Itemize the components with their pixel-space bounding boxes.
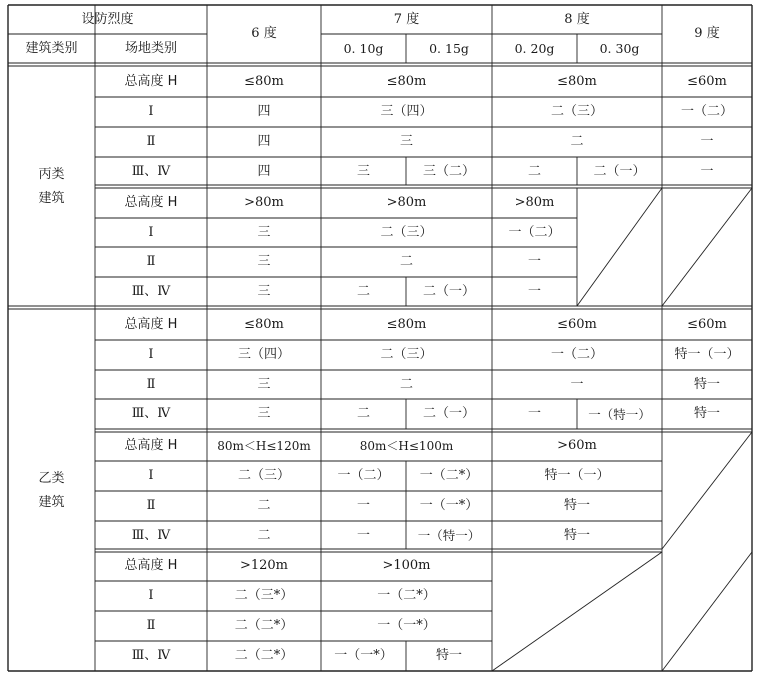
yi-a-s34-9: 特一 [693,406,720,422]
bing-b-s1-7: 二（三） [380,224,433,240]
yi-b-s1-6: 二（三） [237,468,290,484]
header-6-degree: 6 度 [251,26,277,42]
yi-a-height-7: ≤80m [386,317,427,333]
bing-a-s2-9: 一 [700,134,714,150]
yi-b-s34-7a: 一 [356,527,370,543]
yi-a-s1-8: 一（二） [550,347,603,363]
yi-b-height-7: 80m＜H≤100m [359,438,454,453]
bing-a-s2-6: 四 [257,134,271,150]
site-label-2: Ⅱ [146,254,156,270]
yi-b-s2-7b: 一（一*） [419,498,479,514]
site-label-1: Ⅰ [148,588,154,604]
site-label-3-4: Ⅲ、Ⅳ [131,527,171,543]
bing-b-s34-8a: 一 [527,283,541,299]
bing-b-height-8a: >80m [514,195,555,211]
bing-b-height-7: >80m [386,195,427,211]
yi-c-height-6: >120m [239,558,289,574]
yi-a-s1-6: 三（四） [237,347,290,363]
header-building-category: 建筑类别 [25,40,78,56]
yi-b-s2-6: 二 [257,498,271,514]
yi-a-height-6: ≤80m [244,317,284,333]
yi-a-s34-8b: 一（特一） [588,406,651,422]
bing-a-height-7: ≤80m [386,74,427,90]
empty-cell-diagonal [662,552,752,671]
site-label-3-4: Ⅲ、Ⅳ [131,283,171,299]
yi-b-s1-8: 特一（一） [544,468,610,484]
yi-b-s34-7b: 一（特一） [417,528,481,543]
empty-cell-diagonal [662,188,752,306]
site-label-height: 总高度 H [124,74,178,90]
yi-a-s2-9: 特一 [693,376,720,392]
bing-a-height-8: ≤80m [557,74,597,90]
site-label-1: Ⅰ [148,104,154,120]
yi-c-s2-6: 二（二*） [234,618,294,634]
yi-a-s34-7b: 二（一） [422,406,475,422]
bing-a-s1-7: 三（四） [380,104,433,120]
bing-b-s2-8a: 一 [527,254,541,270]
bing-a-s1-6: 四 [257,104,271,120]
bing-b-s2-6: 三 [257,254,271,270]
yi-a-s2-8: 一 [570,376,584,392]
yi-c-s34-7a: 一（一*） [334,648,393,664]
bing-a-height-6: ≤80m [244,74,284,90]
yi-b-height-6: 80m＜H≤120m [217,438,311,453]
bing-b-s1-8a: 一（二） [508,224,561,240]
bing-a-s1-9: 一（二） [680,104,733,120]
bing-a-s34-8a: 二 [527,164,541,180]
bing-a-s2-7: 三 [399,134,413,150]
group-label-class-c: 丙类 建筑 [38,167,65,206]
header-fortification: 设防烈度 [81,11,134,27]
yi-b-s1-7a: 一（二） [337,468,390,484]
bing-a-s34-6: 四 [257,164,271,180]
yi-b-s34-6: 二 [257,527,271,543]
yi-b-s1-7b: 一（二*） [419,468,479,484]
bing-a-s34-9: 一 [700,164,714,180]
yi-c-s34-7b: 特一 [435,648,462,664]
site-label-1: Ⅰ [148,468,154,484]
bing-b-s2-7: 二 [399,254,413,270]
site-label-1: Ⅰ [148,224,154,240]
header-8-degree: 8 度 [564,11,590,27]
yi-a-s1-7: 二（三） [380,347,433,363]
yi-a-s34-6: 三 [257,406,271,422]
header-7-degree: 7 度 [393,11,420,27]
bing-b-s34-7b: 二（一） [422,283,475,299]
bing-b-s34-6: 三 [257,283,271,299]
bing-a-s1-8: 二（三） [550,104,603,120]
site-label-height: 总高度 H [124,195,178,211]
yi-c-s34-6: 二（二*） [234,648,294,664]
yi-c-s1-7: 一（二*） [377,588,436,604]
yi-a-s34-7a: 二 [356,406,370,422]
empty-cell-diagonal [577,188,662,306]
header-acc-0-15g: 0. 15g [429,41,469,56]
bing-b-s34-7a: 二 [356,283,370,299]
yi-c-height-7: >100m [382,558,431,574]
yi-b-s34-8: 特一 [563,527,590,543]
bing-a-s34-8b: 二（一） [593,164,646,180]
yi-a-s2-7: 二 [399,376,413,392]
yi-a-s34-8a: 一 [527,406,541,422]
bing-a-s34-7b: 三（二） [422,164,475,180]
site-label-2: Ⅱ [146,498,156,514]
header-acc-0-20g: 0. 20g [514,41,555,56]
yi-a-height-9: ≤60m [687,317,727,333]
site-label-height: 总高度 H [124,438,178,454]
site-label-1: Ⅰ [148,347,154,363]
empty-cell-diagonal [662,432,752,549]
site-label-2: Ⅱ [146,618,156,634]
bing-a-s34-7a: 三 [356,164,370,180]
bing-a-height-9: ≤60m [687,74,727,90]
yi-a-height-8: ≤60m [557,317,597,333]
header-acc-0-10g: 0. 10g [343,41,384,56]
yi-b-s2-7a: 一 [356,498,370,514]
bing-b-s1-6: 三 [257,224,271,240]
yi-c-s2-7: 一（一*） [377,618,436,634]
site-label-height: 总高度 H [124,317,178,333]
bing-a-s2-8: 二 [570,134,584,150]
yi-a-s2-6: 三 [257,376,271,392]
site-label-2: Ⅱ [146,376,156,392]
site-label-2: Ⅱ [146,134,156,150]
site-label-3-4: Ⅲ、Ⅳ [131,164,171,180]
header-acc-0-30g: 0. 30g [599,41,640,56]
yi-b-s2-8: 特一 [563,498,590,514]
empty-cell-diagonal [492,552,662,671]
bing-b-height-6: >80m [244,195,284,211]
site-label-3-4: Ⅲ、Ⅳ [131,406,171,422]
group-label-class-b: 乙类 建筑 [38,471,65,510]
header-9-degree: 9 度 [694,26,720,42]
site-label-height: 总高度 H [124,558,178,574]
yi-c-s1-6: 二（三*） [234,588,294,604]
site-label-3-4: Ⅲ、Ⅳ [131,648,171,664]
yi-b-height-8: >60m [557,438,597,454]
yi-a-s1-9: 特一（一） [674,347,740,363]
header-site-category: 场地类别 [124,40,177,56]
